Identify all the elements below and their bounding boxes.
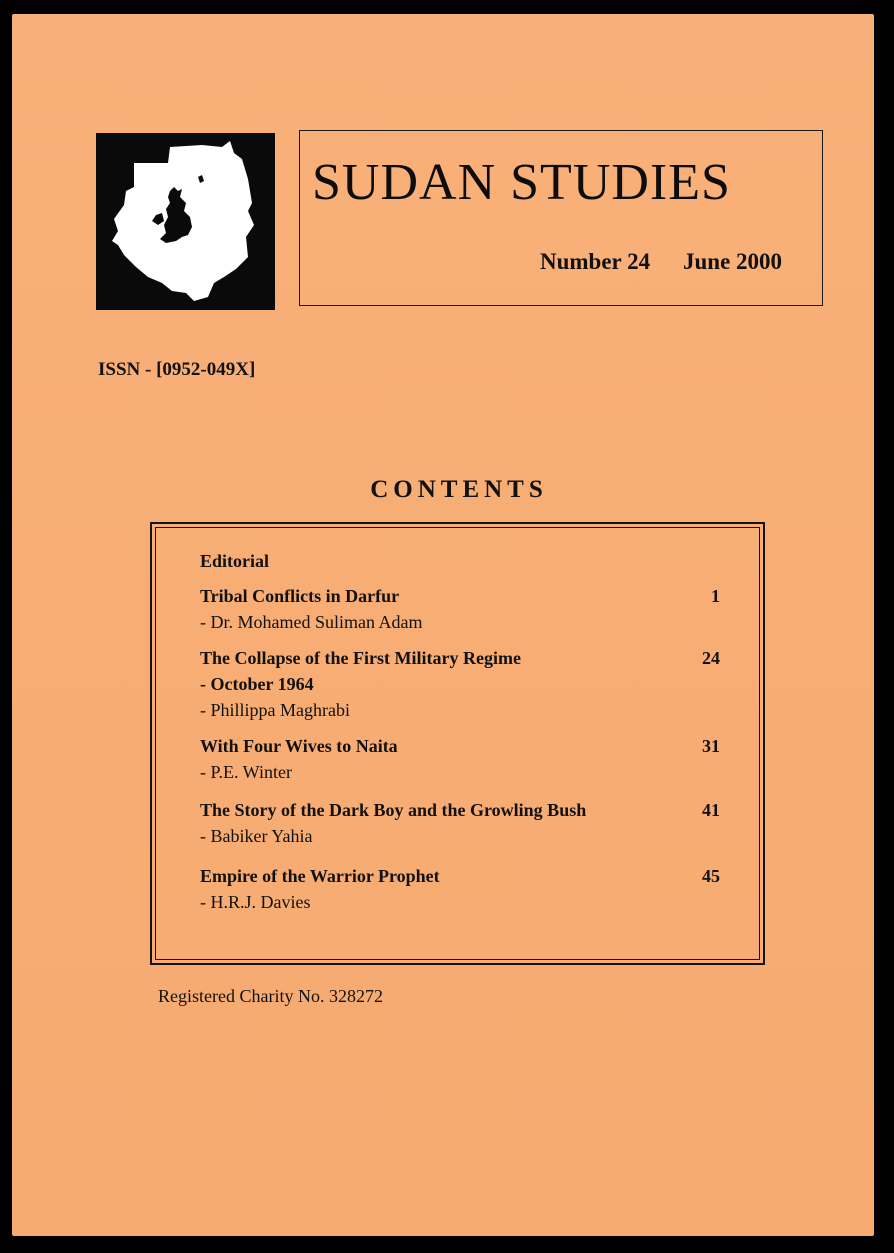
article-page: 31: [702, 736, 720, 756]
article-author: - Babiker Yahia: [200, 826, 313, 846]
article-entry: [200, 733, 720, 785]
article-author: - P.E. Winter: [200, 762, 292, 782]
issue-date: June 2000: [683, 249, 783, 274]
article-page: 24: [702, 648, 720, 668]
article-author: - H.R.J. Davies: [200, 892, 311, 912]
issn: ISSN - [0952-049X]: [98, 359, 256, 380]
article-title: The Collapse of the First Military Regime: [200, 648, 521, 668]
journal-title: SUDAN STUDIES: [312, 154, 731, 211]
article-author: - Phillippa Maghrabi: [200, 700, 350, 720]
article-entry: [200, 645, 720, 723]
editorial-heading: Editorial: [200, 551, 270, 571]
sudan-uk-map-icon: [96, 133, 275, 310]
article-page: 41: [702, 800, 720, 820]
sudan-map-logo: [96, 133, 275, 310]
issue-number: Number 24: [540, 249, 651, 274]
article-entry: [200, 583, 720, 635]
article-author: - Dr. Mohamed Suliman Adam: [200, 612, 423, 632]
article-title: The Story of the Dark Boy and the Growling Bush: [200, 800, 587, 820]
contents-heading: CONTENTS: [370, 476, 548, 503]
contents-box: [150, 522, 765, 965]
charity-registration: Registered Charity No. 328272: [158, 986, 383, 1006]
journal-cover: [12, 14, 874, 1236]
article-title: Tribal Conflicts in Darfur: [200, 586, 400, 606]
title-box: [299, 130, 823, 306]
article-page: 1: [711, 586, 720, 606]
article-title-continued: - October 1964: [200, 674, 314, 694]
article-title: Empire of the Warrior Prophet: [200, 866, 440, 886]
article-entry: [200, 797, 720, 849]
article-title: With Four Wives to Naita: [200, 736, 398, 756]
article-entry: [200, 863, 720, 915]
article-page: 45: [702, 866, 720, 886]
